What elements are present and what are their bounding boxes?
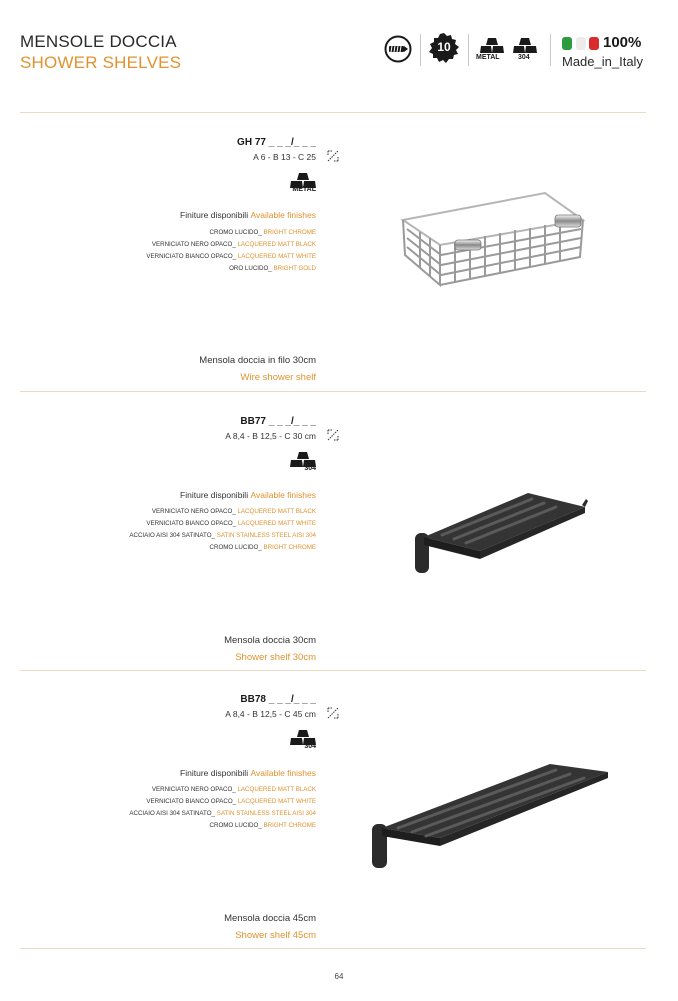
finish-en: LACQUERED MATT WHITE xyxy=(237,520,316,527)
finish-it: VERNICIATO NERO OPACO_ xyxy=(151,241,236,248)
product-dimensions: A 8,4 - B 12,5 - C 30 cm xyxy=(225,431,316,441)
warranty-years: 10 xyxy=(437,40,451,54)
finish-item xyxy=(210,229,316,236)
finishes-heading xyxy=(180,210,316,220)
steel-304-badge-label: 304 xyxy=(518,54,530,61)
product-code: BB77 _ _ _/_ _ _ xyxy=(240,416,316,427)
finishes-heading-en: Available finishes xyxy=(250,490,316,500)
product-dimensions: A 8,4 - B 12,5 - C 45 cm xyxy=(225,709,316,719)
product-dimensions: A 6 - B 13 - C 25 xyxy=(253,152,316,162)
product-description-en: Shower shelf 30cm xyxy=(235,652,316,663)
product-description-en: Shower shelf 45cm xyxy=(235,930,316,941)
product-description-it: Mensola doccia 45cm xyxy=(224,913,316,924)
wire-shower-shelf-image xyxy=(395,185,590,290)
product-description-it: Mensola doccia in filo 30cm xyxy=(199,355,316,366)
material-label: METAL xyxy=(292,186,316,193)
finish-item xyxy=(210,544,316,551)
finish-it: VERNICIATO BIANCO OPACO_ xyxy=(146,798,237,805)
finish-it: ACCIAIO AISI 304 SATINATO_ xyxy=(129,532,215,539)
finishes-heading-en: Available finishes xyxy=(250,210,316,220)
flag-red xyxy=(589,37,599,50)
finishes-heading-it: Finiture disponibili xyxy=(180,768,249,778)
finish-item xyxy=(129,532,316,539)
metal-ingots-icon xyxy=(479,38,505,54)
finishes-heading-it: Finiture disponibili xyxy=(180,490,249,500)
finish-en: LACQUERED MATT BLACK xyxy=(237,241,316,248)
finish-item xyxy=(129,810,316,817)
wall-mount-screw-icon xyxy=(384,35,412,63)
header-badges xyxy=(384,32,664,72)
product-description-en: Wire shower shelf xyxy=(240,372,316,383)
finish-en: LACQUERED MATT BLACK xyxy=(237,786,316,793)
product-code: GH 77 _ _ _/_ _ _ xyxy=(237,137,316,148)
finish-en: LACQUERED MATT WHITE xyxy=(237,253,316,260)
finish-it: CROMO LUCIDO_ xyxy=(209,822,262,829)
footer-divider xyxy=(20,948,646,949)
page-number: 64 xyxy=(334,972,344,981)
finish-en: BRIGHT GOLD xyxy=(273,265,316,272)
material-label: 304 xyxy=(304,465,316,472)
finish-en: LACQUERED MATT BLACK xyxy=(237,508,316,515)
flag-green xyxy=(562,37,572,50)
finish-it: CROMO LUCIDO_ xyxy=(209,229,262,236)
dimensions-icon xyxy=(326,149,340,163)
finish-en: BRIGHT CHROME xyxy=(263,544,316,551)
steel-304-ingots-icon xyxy=(512,38,538,54)
finish-item xyxy=(146,520,316,527)
page-title: MENSOLE DOCCIA xyxy=(20,32,177,51)
finish-it: ACCIAIO AISI 304 SATINATO_ xyxy=(129,810,215,817)
section-divider xyxy=(20,670,646,671)
product-code: BB78 _ _ _/_ _ _ xyxy=(240,694,316,705)
finish-en: BRIGHT CHROME xyxy=(263,822,316,829)
finish-it: VERNICIATO NERO OPACO_ xyxy=(151,508,236,515)
section-divider xyxy=(20,391,646,392)
finish-en: BRIGHT CHROME xyxy=(263,229,316,236)
finish-item xyxy=(152,508,316,515)
page-subtitle: SHOWER SHELVES xyxy=(20,53,182,72)
finish-en: LACQUERED MATT WHITE xyxy=(237,798,316,805)
finish-item xyxy=(210,822,316,829)
finishes-heading xyxy=(180,768,316,778)
made-in-italy-label: Made_in_Italy xyxy=(562,54,643,69)
header-divider xyxy=(20,112,646,113)
finish-item xyxy=(146,253,316,260)
dimensions-icon xyxy=(326,428,340,442)
material-label: 304 xyxy=(304,743,316,750)
finish-item xyxy=(152,786,316,793)
finish-it: VERNICIATO BIANCO OPACO_ xyxy=(146,520,237,527)
finish-en: SATIN STAINLESS STEEL AISI 304 xyxy=(216,810,316,817)
made-percent: 100% xyxy=(603,34,642,51)
finishes-heading-it: Finiture disponibili xyxy=(180,210,249,220)
finish-it: VERNICIATO BIANCO OPACO_ xyxy=(146,253,237,260)
finish-it: CROMO LUCIDO_ xyxy=(209,544,262,551)
metal-badge-label: METAL xyxy=(476,54,500,61)
dimensions-icon xyxy=(326,706,340,720)
product-description-it: Mensola doccia 30cm xyxy=(224,635,316,646)
finish-item xyxy=(146,798,316,805)
shower-shelf-30cm-image xyxy=(410,485,595,585)
finishes-heading xyxy=(180,490,316,500)
finishes-heading-en: Available finishes xyxy=(250,768,316,778)
finish-it: VERNICIATO NERO OPACO_ xyxy=(151,786,236,793)
finish-item xyxy=(152,241,316,248)
finish-item xyxy=(229,265,316,272)
flag-white xyxy=(576,37,586,50)
finish-it: ORO LUCIDO_ xyxy=(229,265,272,272)
finish-en: SATIN STAINLESS STEEL AISI 304 xyxy=(216,532,316,539)
shower-shelf-45cm-image xyxy=(368,758,618,873)
